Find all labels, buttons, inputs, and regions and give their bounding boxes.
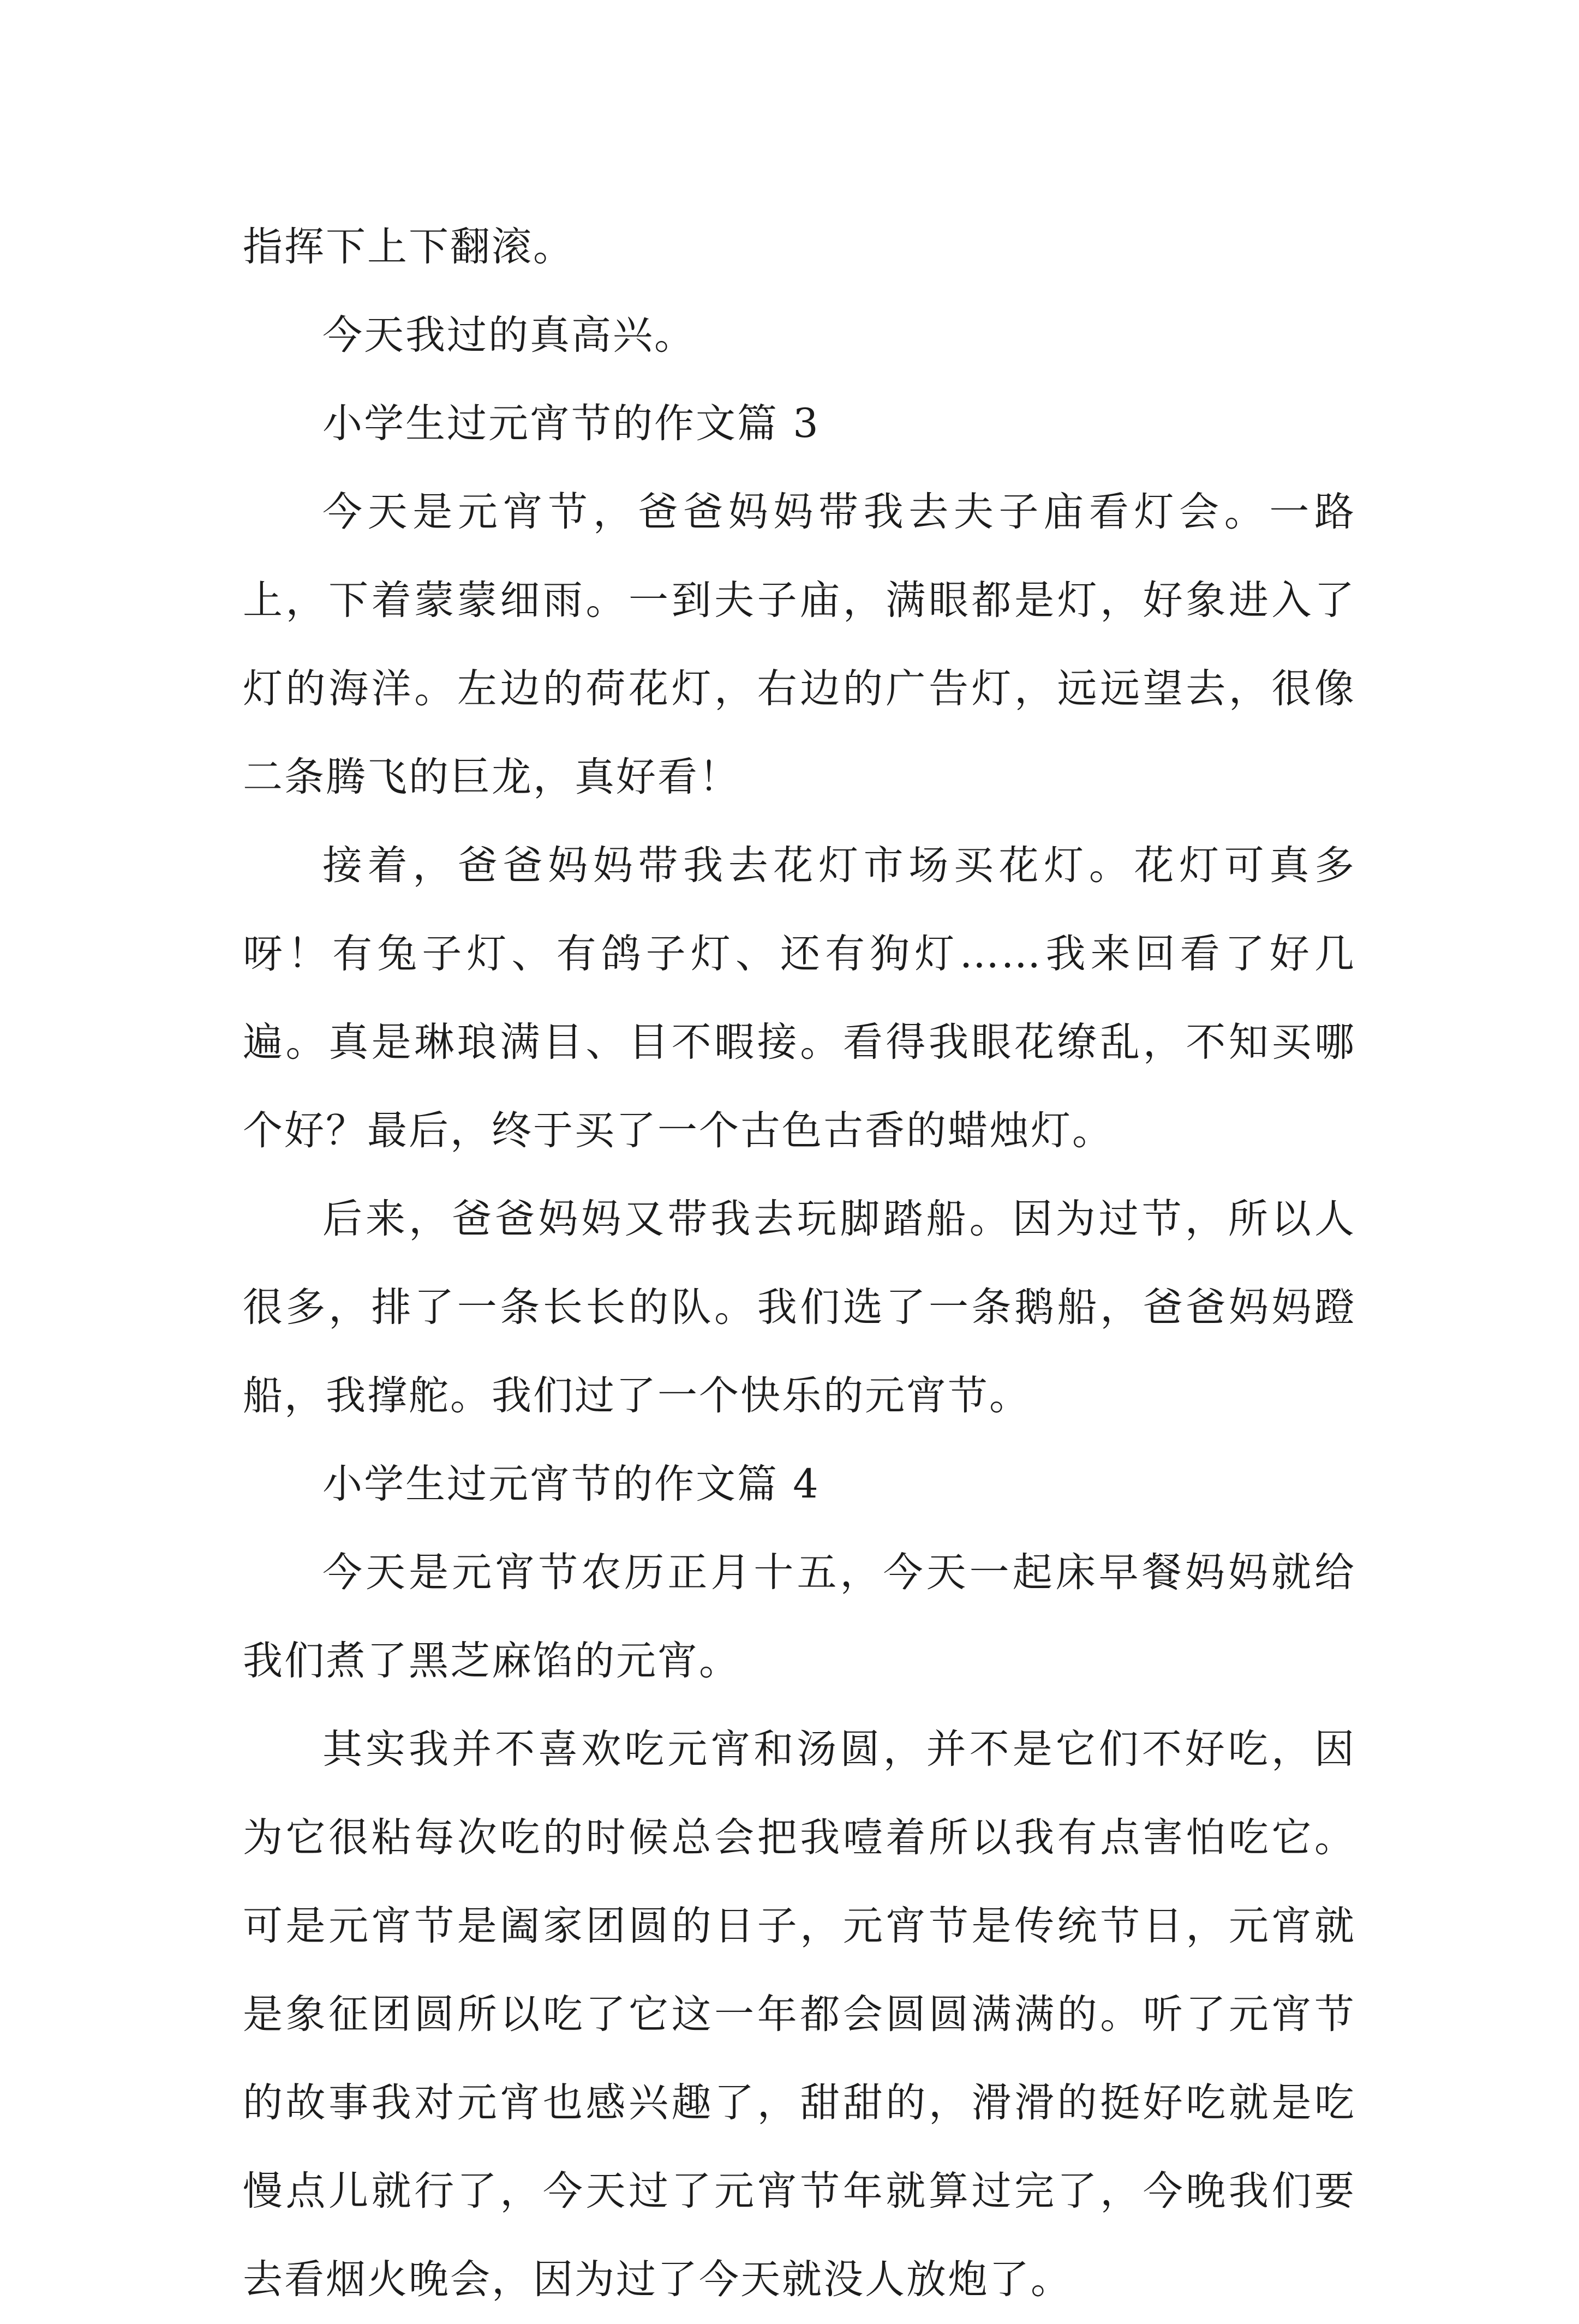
paragraph: 接着，爸爸妈妈带我去花灯市场买花灯。花灯可真多呀！有兔子灯、有鸽子灯、还有狗灯……我来回看了好几遍。真是琳琅满目、目不暇接。看得我眼花缭乱，不知买哪个好？最后，终于买了一个古色古香的蜡烛灯。: [243, 842, 1356, 1154]
paragraph-continuation: 指挥下上下翻滚。: [243, 224, 575, 270]
document-body: [243, 203, 1356, 2324]
paragraph: 今天是元宵节，爸爸妈妈带我去夫子庙看灯会。一路上，下着蒙蒙细雨。一到夫子庙，满眼都是灯，好象进入了灯的海洋。左边的荷花灯，右边的广告灯，远远望去，很像二条腾飞的巨龙，真好看！: [243, 489, 1356, 800]
section-heading: 小学生过元宵节的作文篇 3: [322, 400, 820, 447]
paragraph: 今天是元宵节农历正月十五，今天一起床早餐妈妈就给我们煮了黑芝麻馅的元宵。: [243, 1549, 1356, 1684]
paragraph: 今天我过的真高兴。: [322, 312, 696, 358]
paragraph: 后来，爸爸妈妈又带我去玩脚踏船。因为过节，所以人很多，排了一条长长的队。我们选了一条鹅船，爸爸妈妈蹬船，我撑舵。我们过了一个快乐的元宵节。: [243, 1196, 1356, 1419]
section-heading: 小学生过元宵节的作文篇 4: [322, 1461, 820, 1507]
paragraph: 其实我并不喜欢吃元宵和汤圆，并不是它们不好吃，因为它很粘每次吃的时候总会把我噎着所以我有点害怕吃它。可是元宵节是阖家团圆的日子，元宵节是传统节日，元宵就是象征团圆所以吃了它这一年都会圆圆满满的。听了元宵节的故事我对元宵也感兴趣了，甜甜的，滑滑的挺好吃就是吃慢点儿就行了，今天过了元宵节年就算过完了，今晚我们要去看烟火晚会，因为过了今天就没人放炮了。: [243, 1726, 1356, 2303]
